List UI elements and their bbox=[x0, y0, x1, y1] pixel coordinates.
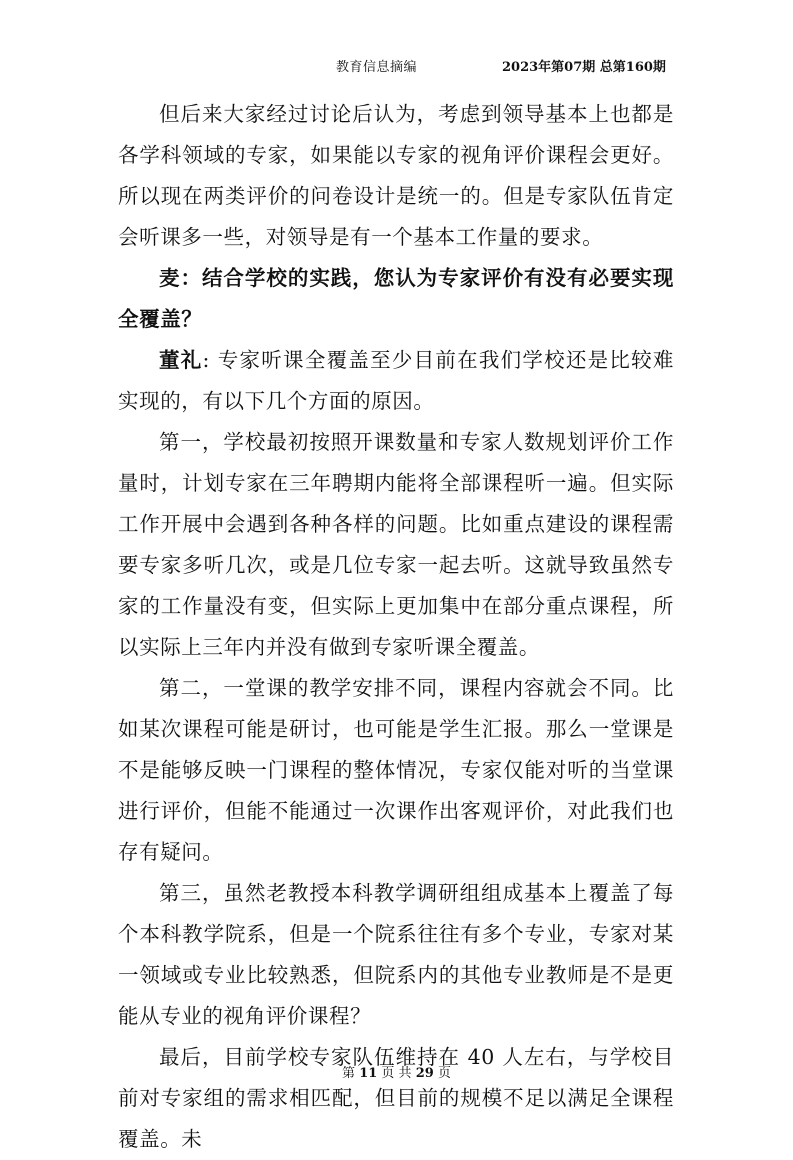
paragraph: 最后，目前学校专家队伍维持在 40 人左右，与学校目前对专家组的需求相匹配，但目前的规模不足以满足全课程覆盖。未 bbox=[118, 1045, 674, 1151]
speaker-name: 董礼 bbox=[159, 348, 203, 372]
page-number: 11 bbox=[359, 1066, 378, 1081]
footer-prefix: 第 bbox=[342, 1066, 356, 1081]
page-header bbox=[0, 56, 793, 76]
interview-answer bbox=[118, 340, 674, 422]
page-footer bbox=[0, 1062, 793, 1081]
total-pages: 29 bbox=[415, 1066, 434, 1081]
article-body bbox=[118, 94, 674, 1160]
journal-title: 教育信息摘编 bbox=[336, 60, 418, 75]
paragraph: 第三，虽然老教授本科教学调研组组成基本上覆盖了每个本科教学院系，但是一个院系往往有多个专业，专家对某一领域或专业比较熟悉，但院系内的其他专业教师是不是更能从专业的视角评价课程？ bbox=[118, 881, 674, 1028]
interview-question: 麦：结合学校的实践，您认为专家评价有没有必要实现全覆盖？ bbox=[118, 266, 674, 331]
paragraph: 第二，一堂课的教学安排不同，课程内容就会不同。比如某次课程可能是研讨，也可能是学生汇报。那么一堂课是不是能够反映一门课程的整体情况，专家仅能对听的当堂课进行评价，但能不能通过一次课作出客观评价，对此我们也存有疑问。 bbox=[118, 676, 674, 864]
issue-number: 2023年第07期 总第160期 bbox=[502, 60, 666, 75]
paragraph: 但后来大家经过讨论后认为，考虑到领导基本上也都是各学科领域的专家，如果能以专家的视角评价课程会更好。所以现在两类评价的问卷设计是统一的。但是专家队伍肯定会听课多一些，对领导是有一个基本工作量的要求。 bbox=[118, 102, 674, 249]
footer-suffix: 页 bbox=[437, 1066, 451, 1081]
paragraph: 第一，学校最初按照开课数量和专家人数规划评价工作量时，计划专家在三年聘期内能将全部课程听一遍。但实际工作开展中会遇到各种各样的问题。比如重点建设的课程需要专家多听几次，或是几位专家一起去听。这就导致虽然专家的工作量没有变，但实际上更加集中在部分重点课程，所以实际上三年内并没有做到专家听课全覆盖。 bbox=[118, 430, 674, 659]
answer-text: : 专家听课全覆盖至少目前在我们学校还是比较难实现的，有以下几个方面的原因。 bbox=[118, 348, 674, 413]
footer-middle: 页 共 bbox=[381, 1066, 412, 1081]
